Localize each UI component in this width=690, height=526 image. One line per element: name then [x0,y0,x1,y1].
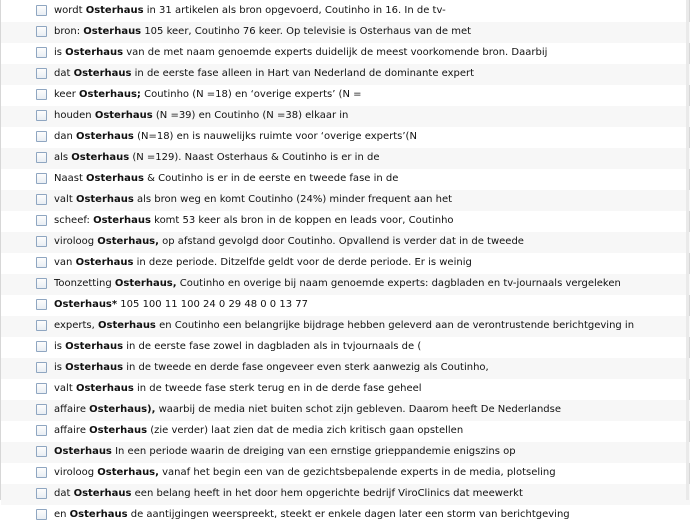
row-text-after: komt 53 keer als bron in de koppen en leads voor, Coutinho [150,215,454,226]
list-item[interactable] [1,232,690,253]
row-checkbox[interactable] [36,278,47,289]
row-text [54,87,362,102]
row-checkbox[interactable] [36,404,47,415]
row-text-before: wordt [54,5,86,16]
list-item[interactable] [1,148,690,169]
row-text-after: een belang heeft in het door hem opgerichte bedrijf ViroClinics dat meewerkt [131,488,523,499]
list-item[interactable] [1,64,690,85]
row-checkbox[interactable] [36,110,47,121]
list-item[interactable] [1,190,690,211]
row-keyword: Osterhaus [76,131,134,142]
row-keyword: Osterhaus* [54,299,118,310]
row-checkbox[interactable] [36,488,47,499]
list-item[interactable] [1,253,690,274]
row-text [54,381,422,396]
row-keyword: Osterhaus [98,320,156,331]
row-text-after: van de met naam genoemde experts duidelijk de meest voorkomende bron. Daarbij [123,47,548,58]
row-checkbox[interactable] [36,425,47,436]
row-text [54,108,348,123]
list-item[interactable] [1,421,690,442]
row-checkbox[interactable] [36,131,47,142]
row-text-before: affaire [54,404,90,415]
list-item[interactable] [1,169,690,190]
list-item[interactable] [1,295,690,316]
row-checkbox[interactable] [36,320,47,331]
row-keyword: Osterhaus [65,47,124,58]
row-text-before: affaire [54,425,90,436]
row-checkbox[interactable] [36,509,47,520]
row-text-before: is [54,341,66,352]
row-text [54,45,547,60]
row-text [54,423,463,438]
row-text-after: vanaf het begin een van de gezichtsbepalende experts in de media, plotseling [158,467,556,478]
row-text-before: Naast [54,173,87,184]
list-item[interactable] [1,379,690,400]
row-text-before: Toonzetting [54,278,115,289]
row-text-after: (N =39) en Coutinho (N =38) elkaar in [152,110,349,121]
row-keyword: Osterhaus [75,194,134,205]
row-text-before: is [54,362,66,373]
row-text-before: en [54,509,70,520]
list-item[interactable] [1,1,690,22]
row-checkbox[interactable] [36,257,47,268]
row-text [54,171,398,186]
row-keyword: Osterhaus [65,362,124,373]
row-keyword: Osterhaus [54,446,112,457]
row-text-before: scheef: [54,215,94,226]
list-item[interactable] [1,22,690,43]
row-checkbox[interactable] [36,26,47,37]
row-text-after: op afstand gevolgd door Coutinho. Opvallend is verder dat in de tweede [158,236,524,247]
row-checkbox[interactable] [36,362,47,373]
row-text-after: (zie verder) laat zien dat de media zich kritisch gaan opstellen [147,425,464,436]
row-text-before: is [54,47,66,58]
row-keyword: Osterhaus [85,5,144,16]
list-item[interactable] [1,337,690,358]
row-text [54,255,472,270]
row-text-after: (N =129). Naast Osterhaus & Coutinho is er in de [129,152,380,163]
row-checkbox[interactable] [36,341,47,352]
row-text [54,3,446,18]
list-item[interactable] [1,211,690,232]
row-text-after: in de eerste fase alleen in Hart van Nederland de dominante expert [131,68,475,79]
row-checkbox[interactable] [36,467,47,478]
row-text-after: in 31 artikelen als bron opgevoerd, Coutinho in 16. In de tv- [143,5,446,16]
row-checkbox[interactable] [36,5,47,16]
row-text [54,339,421,354]
row-keyword: Osterhaus [71,152,130,163]
list-item[interactable] [1,43,690,64]
row-text-before: bron: [54,26,84,37]
row-checkbox[interactable] [36,194,47,205]
row-text [54,129,417,144]
row-text-after: waarbij de media niet buiten schot zijn gebleven. Daarom heeft De Nederlandse [155,404,561,415]
row-text-after: 105 100 11 100 24 0 29 48 0 0 13 77 [117,299,308,310]
row-text-after: & Coutinho is er in de eerste en tweede fase in de [143,173,399,184]
row-text-after: in de tweede fase sterk terug en in de derde fase geheel [133,383,422,394]
row-keyword: Osterhaus [89,425,148,436]
list-item[interactable] [1,442,690,463]
row-text-before: valt [54,383,76,394]
row-text [54,297,308,312]
row-text-after: als bron weg en komt Coutinho (24%) minder frequent aan het [133,194,453,205]
row-text-before: van [54,257,76,268]
list-item[interactable] [1,505,690,526]
row-text [54,360,489,375]
row-keyword: Osterhaus; [79,89,141,100]
row-text [54,66,474,81]
list-item[interactable] [1,358,690,379]
row-keyword: Osterhaus, [97,236,159,247]
row-text-after: Coutinho (N =18) en ‘overige experts’ (N = [140,89,362,100]
row-checkbox[interactable] [36,215,47,226]
row-text [54,24,471,39]
row-checkbox[interactable] [36,89,47,100]
row-checkbox[interactable] [36,383,47,394]
list-item[interactable] [1,463,690,484]
row-text [54,276,621,291]
row-text-before: dat [54,68,74,79]
row-text [54,150,379,165]
list-item[interactable] [1,400,690,421]
list-item[interactable] [1,106,690,127]
row-keyword: Osterhaus [83,26,142,37]
row-text-after: in de eerste fase zowel in dagbladen als in tvjournaals de ( [123,341,422,352]
row-checkbox[interactable] [36,68,47,79]
row-text [54,318,634,333]
row-keyword: Osterhaus [94,110,153,121]
row-text-before: als [54,152,72,163]
row-text-before: viroloog [54,467,98,478]
row-text [54,213,454,228]
row-text [54,507,570,522]
row-text [54,234,524,249]
row-text-after: in deze periode. Ditzelfde geldt voor de derde periode. Er is weinig [133,257,472,268]
scrollbar-track[interactable] [686,0,689,500]
row-text-after: Coutinho en overige bij naam genoemde experts: dagbladen en tv-journaals vergeleken [176,278,621,289]
row-text-before: experts, [54,320,98,331]
row-keyword: Osterhaus, [114,278,177,289]
row-text-before: keer [54,89,80,100]
row-keyword: Osterhaus [86,173,144,184]
row-keyword: Osterhaus [93,215,151,226]
list-item[interactable] [1,316,690,337]
row-text-after: in de tweede en derde fase ongeveer even sterk aanwezig als Coutinho, [123,362,489,373]
row-text-after: 105 keer, Coutinho 76 keer. Op televisie is Osterhaus van de met [141,26,472,37]
row-text [54,465,556,480]
row-text-after: en Coutinho een belangrijke bijdrage hebben geleverd aan de verontrustende berichtgeving in [155,320,635,331]
row-checkbox[interactable] [36,152,47,163]
row-keyword: Osterhaus [65,341,124,352]
row-text-before: viroloog [54,236,98,247]
row-keyword: Osterhaus [69,509,128,520]
row-keyword: Osterhaus [75,257,134,268]
row-text-before: dat [54,488,74,499]
list-item[interactable] [1,85,690,106]
row-keyword: Osterhaus [75,383,134,394]
row-keyword: Osterhaus), [89,404,156,415]
row-text [54,402,561,417]
row-keyword: Osterhaus [73,488,132,499]
row-checkbox[interactable] [36,446,47,457]
row-checkbox[interactable] [36,173,47,184]
row-text [54,486,523,501]
list-item[interactable] [1,127,690,148]
row-text [54,192,452,207]
row-text-before: dan [54,131,76,142]
row-checkbox[interactable] [36,236,47,247]
list-item[interactable] [1,274,690,295]
row-keyword: Osterhaus [73,68,132,79]
row-keyword: Osterhaus, [97,467,159,478]
row-checkbox[interactable] [36,299,47,310]
row-text-before: houden [54,110,95,121]
row-text-after: In een periode waarin de dreiging van een ernstige grieppandemie enigszins op [111,446,516,457]
row-text-after: (N=18) en is nauwelijks ruimte voor ‘overige experts’(N [133,131,417,142]
list-item[interactable] [1,484,690,505]
row-text-after: de aantijgingen weerspreekt, steekt er enkele dagen later een storm van berichtgeving [127,509,570,520]
row-checkbox[interactable] [36,47,47,58]
row-text-before: valt [54,194,76,205]
row-text [54,444,516,459]
